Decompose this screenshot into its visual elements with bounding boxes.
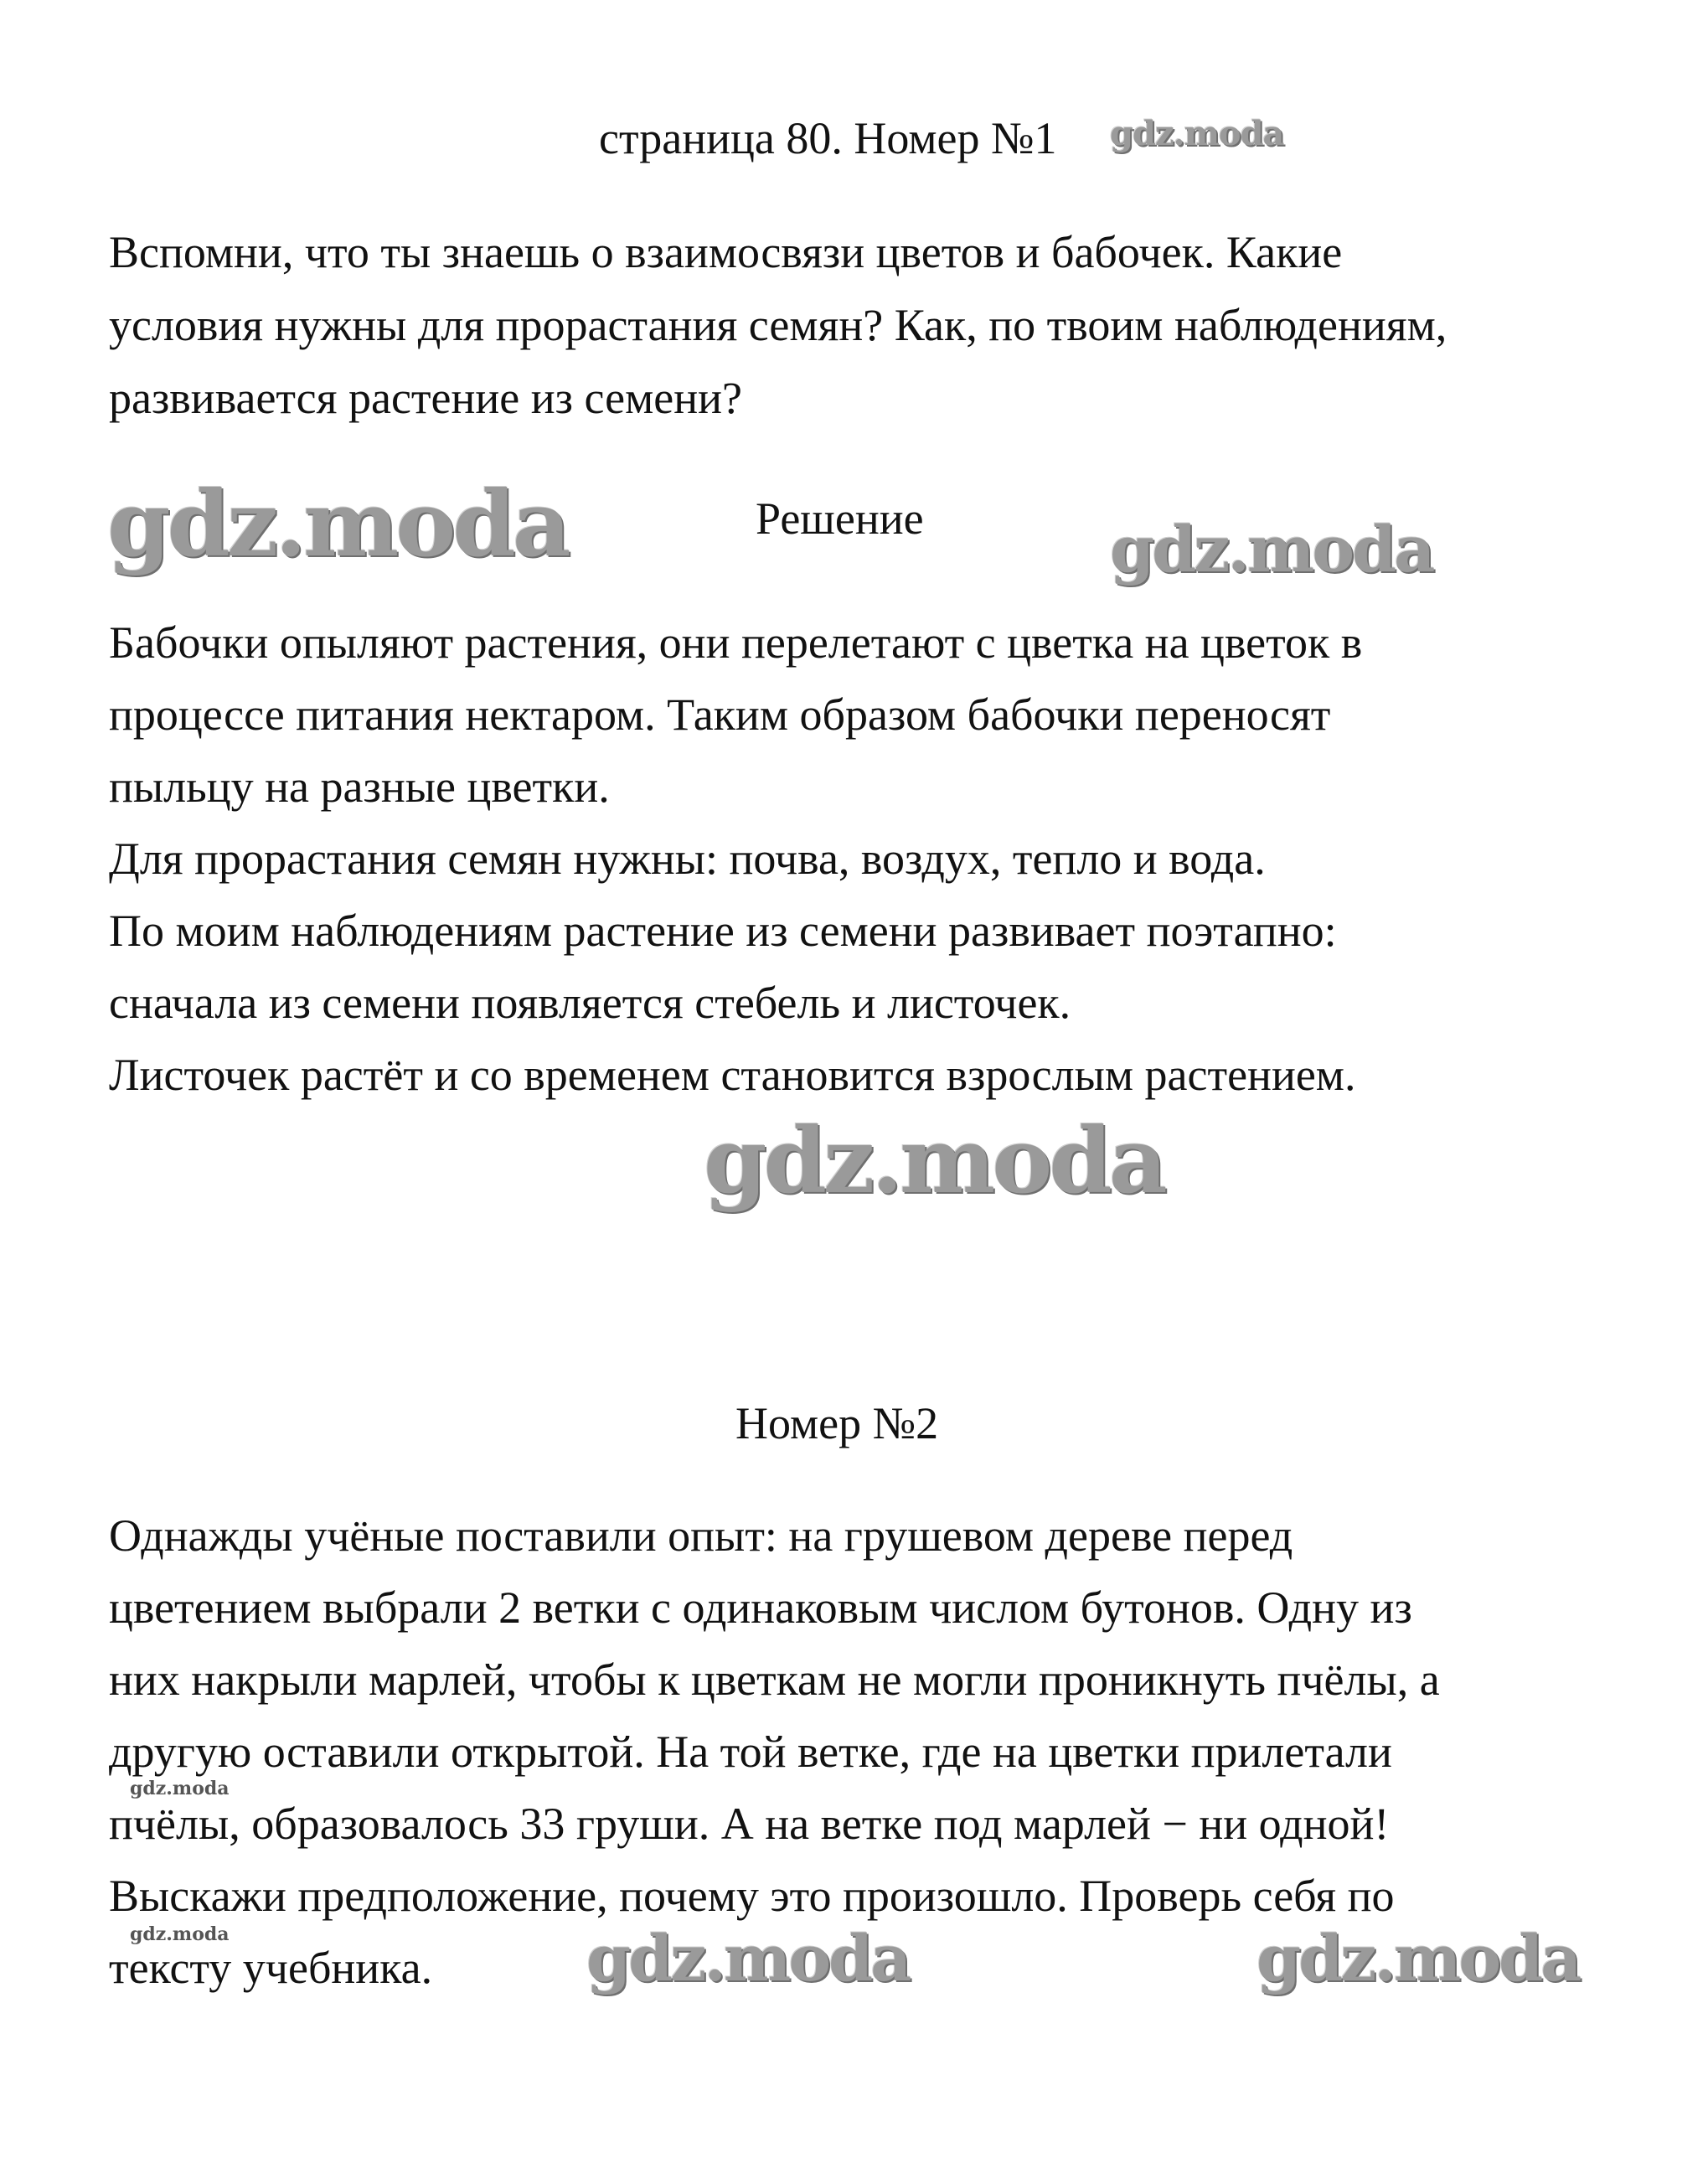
solution-heading: Решение xyxy=(756,493,924,544)
watermark-logo: gdz.moda xyxy=(1256,1921,1580,1995)
watermark-logo: gdz.moda xyxy=(130,1778,230,1799)
watermark-logo: gdz.moda xyxy=(1110,512,1433,586)
watermark-logo: gdz.moda xyxy=(130,1923,230,1945)
solution-line: процессе питания нектаром. Таким образом бабочки переносят xyxy=(109,689,1331,740)
solution-line: сначала из семени появляется стебель и листочек. xyxy=(109,978,1071,1028)
task2-line: них накрыли марлей, чтобы к цветкам не могли проникнуть пчёлы, а xyxy=(109,1655,1440,1705)
task2-line: цветением выбрали 2 ветки с одинаковым числом бутонов. Одну из xyxy=(109,1582,1412,1633)
page-title: страница 80. Номер №1 xyxy=(599,113,1057,163)
watermark-logo: gdz.moda xyxy=(586,1921,910,1995)
task2-heading: Номер №2 xyxy=(735,1398,939,1448)
watermark-logo: gdz.moda xyxy=(1110,114,1284,153)
task2-line: Выскажи предположение, почему это произошло. Проверь себя по xyxy=(109,1871,1395,1921)
solution-line: По моим наблюдениям растение из семени развивает поэтапно: xyxy=(109,906,1337,956)
solution-line: пыльцу на разные цветки. xyxy=(109,761,610,812)
task1-line: условия нужны для прорастания семян? Как, по твоим наблюдениям, xyxy=(109,300,1447,350)
task2-line: другую оставили открытой. На той ветке, где на цветки прилетали xyxy=(109,1727,1392,1777)
solution-line: Листочек растёт и со временем становится взрослым растением. xyxy=(109,1050,1356,1100)
solution-line: Бабочки опыляют растения, они перелетают с цветка на цветок в xyxy=(109,617,1363,668)
task2-line: Однажды учёные поставили опыт: на грушевом дереве перед xyxy=(109,1510,1293,1561)
task1-line: развивается растение из семени? xyxy=(109,373,742,423)
task2-line: пчёлы, образовалось 33 груши. А на ветке под марлей − ни одной! xyxy=(109,1799,1390,1849)
watermark-logo: gdz.moda xyxy=(704,1108,1164,1214)
task2-line: тексту учебника. xyxy=(109,1943,433,1993)
solution-line: Для прорастания семян нужны: почва, воздух, тепло и вода. xyxy=(109,834,1266,884)
watermark-logo: gdz.moda xyxy=(107,472,568,577)
task1-line: Вспомни, что ты знаешь о взаимосвязи цветов и бабочек. Какие xyxy=(109,227,1343,277)
